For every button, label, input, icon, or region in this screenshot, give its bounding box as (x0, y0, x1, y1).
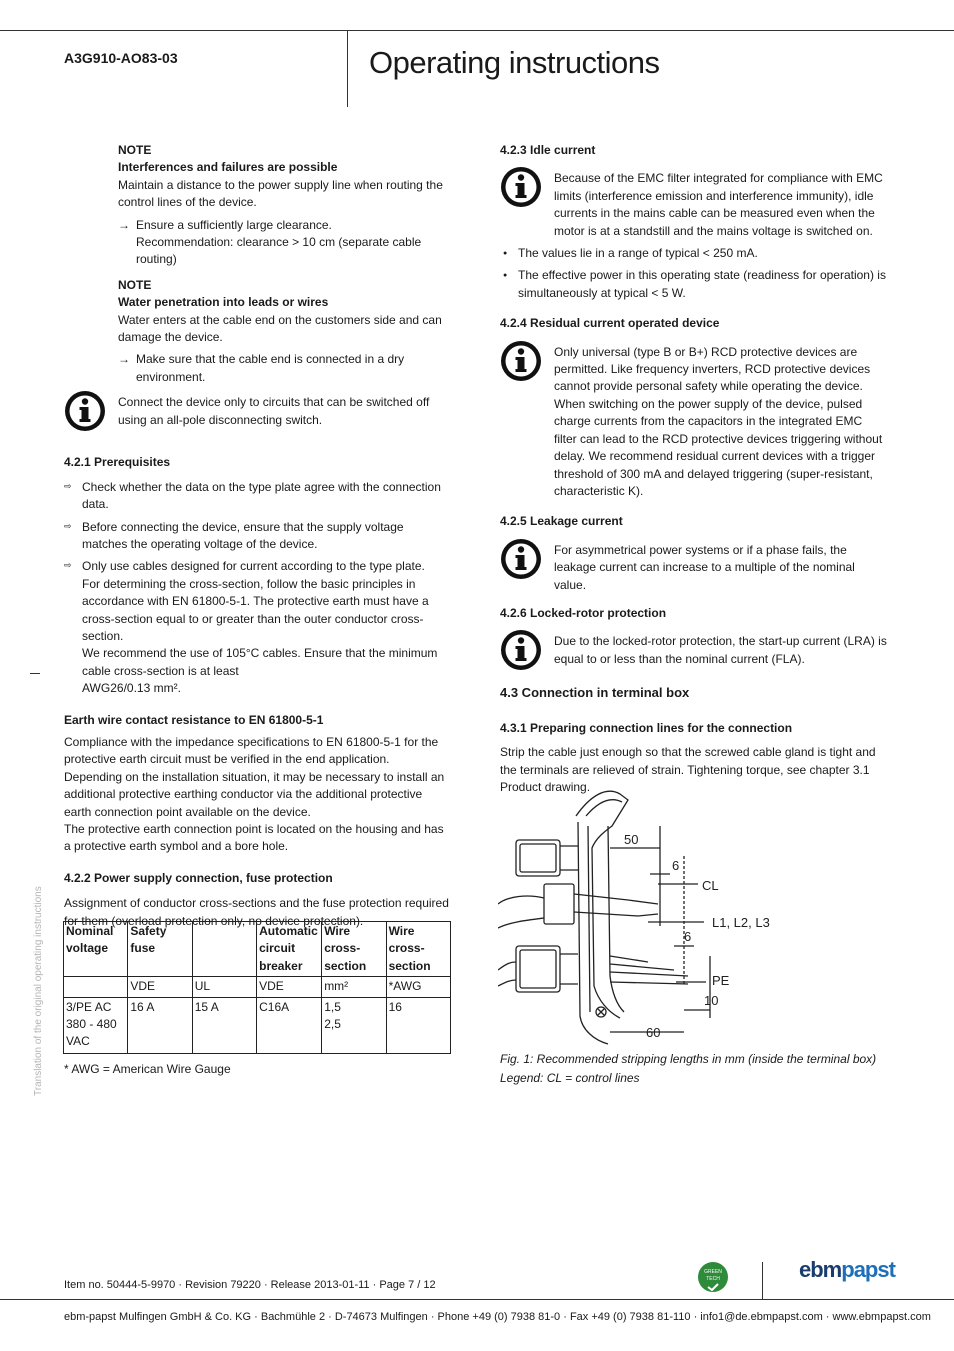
note-heading: Water penetration into leads or wires (118, 295, 329, 310)
side-note: Translation of the original operating instructions (33, 886, 44, 1096)
left-column (64, 142, 452, 930)
paragraph: Compliance with the impedance specifications to EN 61800-5-1 for the protective earth circuit must be verified in the end application. (64, 734, 439, 767)
info-icon (64, 390, 106, 432)
fuse-table (63, 921, 451, 1054)
wire-label: L1, L2, L3 (712, 915, 770, 930)
wire-label: CL (702, 878, 719, 893)
note-action (118, 351, 452, 386)
item-info: Item no. 50444-5-9970 · Revision 79220 · Release 2013-01-11 · Page 7 / 12 (64, 1279, 436, 1291)
table-cell: UL (192, 977, 256, 997)
section-heading-rcd: 4.2.4 Residual current operated device (500, 316, 720, 331)
green-tech-label: GREEN TECH (704, 1269, 722, 1282)
document-code: A3G910-AO83-03 (64, 50, 178, 66)
note-action-text: Ensure a sufficiently large clearance. (136, 217, 332, 232)
table-cell: *AWG (386, 977, 450, 997)
table-cell (322, 997, 386, 1053)
info-text: Due to the locked-rotor protection, the start-up current (LRA) is equal to or less than the nominal current (FLA). (554, 634, 887, 666)
list-item-text: Before connecting the device, ensure that the supply voltage matches the operating voltage of the device. (82, 519, 404, 551)
margin-mark (30, 673, 40, 674)
figure-legend: Legend: CL = control lines (500, 1071, 640, 1085)
note-label: NOTE (118, 277, 152, 292)
info-block-leakage (500, 542, 888, 594)
paragraph: The protective earth connection point is located on the housing and has a protective earth symbol and a bore hole. (64, 822, 444, 854)
list-item-text: Only use cables designed for current according to the type plate. (82, 559, 425, 574)
section-heading-locked-rotor: 4.2.6 Locked-rotor protection (500, 605, 667, 620)
table-row (64, 997, 451, 1053)
section-heading-leakage: 4.2.5 Leakage current (500, 514, 623, 529)
section-heading-earth: Earth wire contact resistance to EN 61800-5-1 (64, 712, 324, 727)
logo-papst: papst (841, 1257, 895, 1282)
table-cell: 16 (386, 997, 450, 1053)
section-heading-prerequisites: 4.2.1 Prerequisites (64, 455, 171, 470)
info-text: Because of the EMC filter integrated for compliance with EMC limits (interference emission and interference immunity), idle currents in the mains cable can be measured even when the motor is at a standstill and the mains voltage is switched on. (554, 171, 883, 238)
list-item-text: Check whether the data on the type plate agree with the connection data. (82, 479, 441, 512)
earth-text (64, 734, 452, 856)
table-cell: 16 A (128, 997, 192, 1053)
table-cell: C16A (257, 997, 322, 1053)
dimension-label: 10 (704, 993, 719, 1008)
arrow-bullet-icon: ⇨ (64, 520, 72, 531)
wire-label: PE (712, 973, 730, 988)
arrow-icon: → (118, 352, 130, 367)
section-heading-terminal: 4.3 Connection in terminal box (500, 685, 690, 701)
bullet-icon: ● (503, 250, 508, 258)
check-icon (706, 1283, 720, 1291)
figure-caption: Fig. 1: Recommended stripping lengths in mm (inside the terminal box) (500, 1052, 877, 1066)
info-block-switch (64, 394, 452, 438)
company-logo (799, 1257, 895, 1282)
note-interferences (118, 142, 452, 269)
arrow-icon: → (118, 217, 130, 232)
info-text: Connect the device only to circuits that can be switched off using an all-pole disconnecting switch. (118, 395, 430, 427)
table-cell: VDE (128, 977, 192, 997)
list-item (500, 245, 888, 262)
note-action-text: Make sure that the cable end is connected in a dry environment. (136, 352, 405, 384)
info-icon (500, 538, 542, 580)
table-header-row (64, 922, 451, 977)
note-heading: Interferences and failures are possible (118, 160, 338, 175)
table-header-cell: Wire cross-section (322, 922, 386, 977)
dimension-label: 50 (624, 832, 639, 847)
dimension-label: 6 (684, 929, 692, 944)
table-header-cell: Wire cross-section (386, 922, 450, 977)
table-cell: VDE (257, 977, 322, 997)
info-icon (500, 166, 542, 208)
page-title: Operating instructions (369, 45, 660, 80)
section-heading-power: 4.2.2 Power supply connection, fuse protection (64, 870, 333, 885)
bullet-icon: ● (503, 272, 508, 280)
table-cell: 15 A (192, 997, 256, 1053)
footer-divider (762, 1262, 763, 1300)
stripping-diagram (498, 786, 774, 1048)
info-text: Only universal (type B or B+) RCD protective devices are permitted. Like frequency inverters, RCD protective devices cannot provide personal safety while operating the device. When switching on the power supply of the device, pulsed charge currents from the capacitors in the integrated EMC filter can lead to the RCD protective devices triggering without delay. We recommend residual current devices with a trigger threshold of 300 mA and delayed triggering (super-resistant, characteristic K). (554, 344, 883, 498)
section-heading-idle: 4.2.3 Idle current (500, 143, 596, 157)
note-text: Maintain a distance to the power supply line when routing the control lines of the device. (118, 177, 443, 210)
info-icon (500, 629, 542, 671)
header-top-rule (0, 30, 954, 31)
table-cell-line: 2,5 (324, 1017, 341, 1032)
dimension-label: 6 (672, 858, 680, 873)
prerequisites-list (64, 479, 452, 698)
info-icon (500, 340, 542, 382)
note-label: NOTE (118, 143, 152, 157)
note-text: Water enters at the cable end on the customers side and can damage the device. (118, 312, 442, 345)
table-header-cell: Automatic circuit breaker (257, 922, 322, 977)
green-tech-badge (698, 1262, 728, 1292)
info-block-locked-rotor (500, 633, 888, 671)
info-block-rcd (500, 344, 888, 501)
list-item-text: The effective power in this operating state (readiness for operation) is simultaneously at typical < 5 W. (518, 268, 886, 300)
list-item-text: The values lie in a range of typical < 250 mA. (518, 246, 758, 261)
table-cell: 3/PE AC 380 - 480 VAC (64, 997, 128, 1053)
table-header-cell: Nominal voltage (64, 922, 128, 977)
company-address: ebm-papst Mulfingen GmbH & Co. KG · Bachmühle 2 · D-74673 Mulfingen · Phone +49 (0) 7938 81-0 · Fax +49 (0) 7938 81-110 · info1@de.ebmpapst.com · www.ebmpapst.com (64, 1311, 931, 1323)
list-item-text: For determining the cross-section, follow the basic principles in accordance with EN 61800-5-1. The protective earth must have a cross-section equal to or greater than the outer conductor cross-section. (82, 576, 429, 643)
note-action-text2: Recommendation: clearance > 10 cm (separate cable routing) (136, 235, 422, 267)
list-item (64, 558, 452, 697)
note-action (118, 217, 452, 269)
dimension-label: 60 (646, 1025, 661, 1040)
table-cell-line: 1,5 (324, 999, 341, 1014)
list-item-text: AWG26/0.13 mm². (82, 681, 181, 696)
info-text: For asymmetrical power systems or if a phase fails, the leakage current can increase to a multiple of the nominal value. (554, 542, 855, 592)
header-divider (347, 30, 348, 107)
table-header-cell (192, 922, 256, 977)
note-water (118, 277, 452, 386)
table-row (64, 977, 451, 997)
list-item (64, 479, 452, 514)
info-block-idle (500, 170, 888, 240)
table-cell (64, 977, 128, 997)
right-column (500, 142, 888, 796)
logo-ebm: ebm (799, 1257, 842, 1282)
table-cell: mm² (322, 977, 386, 997)
arrow-bullet-icon: ⇨ (64, 480, 72, 491)
paragraph: Assignment of conductor cross-sections and the fuse protection required for them (overload protection only, no device protection). (64, 896, 449, 928)
arrow-bullet-icon: ⇨ (64, 560, 72, 571)
paragraph: Depending on the installation situation, it may be necessary to install an additional protective earthing conductor via the additional protective earth connection point available on the device. (64, 769, 445, 819)
table-header-cell: Safety fuse (128, 922, 192, 977)
footer-rule (0, 1299, 954, 1300)
list-item-text: We recommend the use of 105°C cables. Ensure that the minimum cable cross-section is at least (82, 646, 438, 678)
section-heading-preparing: 4.3.1 Preparing connection lines for the connection (500, 720, 793, 735)
paragraph: Strip the cable just enough so that the screwed cable gland is tight and the terminals are relieved of strain. Tightening torque, see chapter 3.1 Product drawing. (500, 745, 876, 794)
table-footnote: * AWG = American Wire Gauge (64, 1062, 231, 1076)
list-item (500, 267, 888, 302)
list-item (64, 519, 452, 554)
